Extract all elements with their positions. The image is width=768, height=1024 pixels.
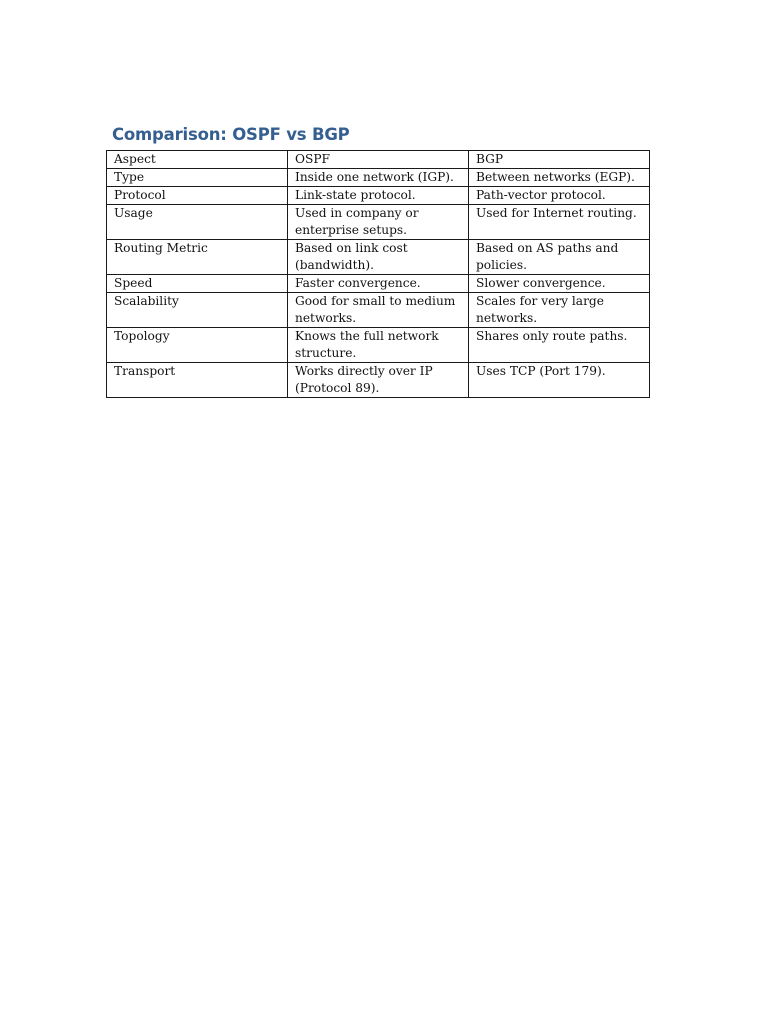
table-row — [107, 169, 650, 187]
comparison-table — [106, 150, 650, 398]
cell-ospf: Good for small to medium networks. — [288, 293, 469, 328]
table-row — [107, 275, 650, 293]
cell-aspect: Protocol — [107, 187, 288, 205]
cell-bgp: Between networks (EGP). — [469, 169, 650, 187]
cell-bgp: Uses TCP (Port 179). — [469, 363, 650, 398]
table-row — [107, 328, 650, 363]
table-row — [107, 293, 650, 328]
header-cell-ospf: OSPF — [288, 151, 469, 169]
cell-aspect: Transport — [107, 363, 288, 398]
table-row — [107, 240, 650, 275]
cell-ospf: Based on link cost (bandwidth). — [288, 240, 469, 275]
table-row — [107, 363, 650, 398]
cell-bgp: Shares only route paths. — [469, 328, 650, 363]
cell-ospf: Faster convergence. — [288, 275, 469, 293]
cell-ospf: Inside one network (IGP). — [288, 169, 469, 187]
cell-aspect: Speed — [107, 275, 288, 293]
table-header-row — [107, 151, 650, 169]
cell-bgp: Based on AS paths and policies. — [469, 240, 650, 275]
cell-ospf: Link-state protocol. — [288, 187, 469, 205]
cell-bgp: Path-vector protocol. — [469, 187, 650, 205]
cell-aspect: Routing Metric — [107, 240, 288, 275]
cell-bgp: Scales for very large networks. — [469, 293, 650, 328]
cell-ospf: Works directly over IP (Protocol 89). — [288, 363, 469, 398]
header-cell-bgp: BGP — [469, 151, 650, 169]
cell-bgp: Used for Internet routing. — [469, 205, 650, 240]
cell-aspect: Type — [107, 169, 288, 187]
cell-ospf: Knows the full network structure. — [288, 328, 469, 363]
page-title: Comparison: OSPF vs BGP — [112, 125, 350, 144]
cell-bgp: Slower convergence. — [469, 275, 650, 293]
header-cell-aspect: Aspect — [107, 151, 288, 169]
table-row — [107, 187, 650, 205]
cell-ospf: Used in company or enterprise setups. — [288, 205, 469, 240]
table-row — [107, 205, 650, 240]
cell-aspect: Usage — [107, 205, 288, 240]
cell-aspect: Topology — [107, 328, 288, 363]
cell-aspect: Scalability — [107, 293, 288, 328]
